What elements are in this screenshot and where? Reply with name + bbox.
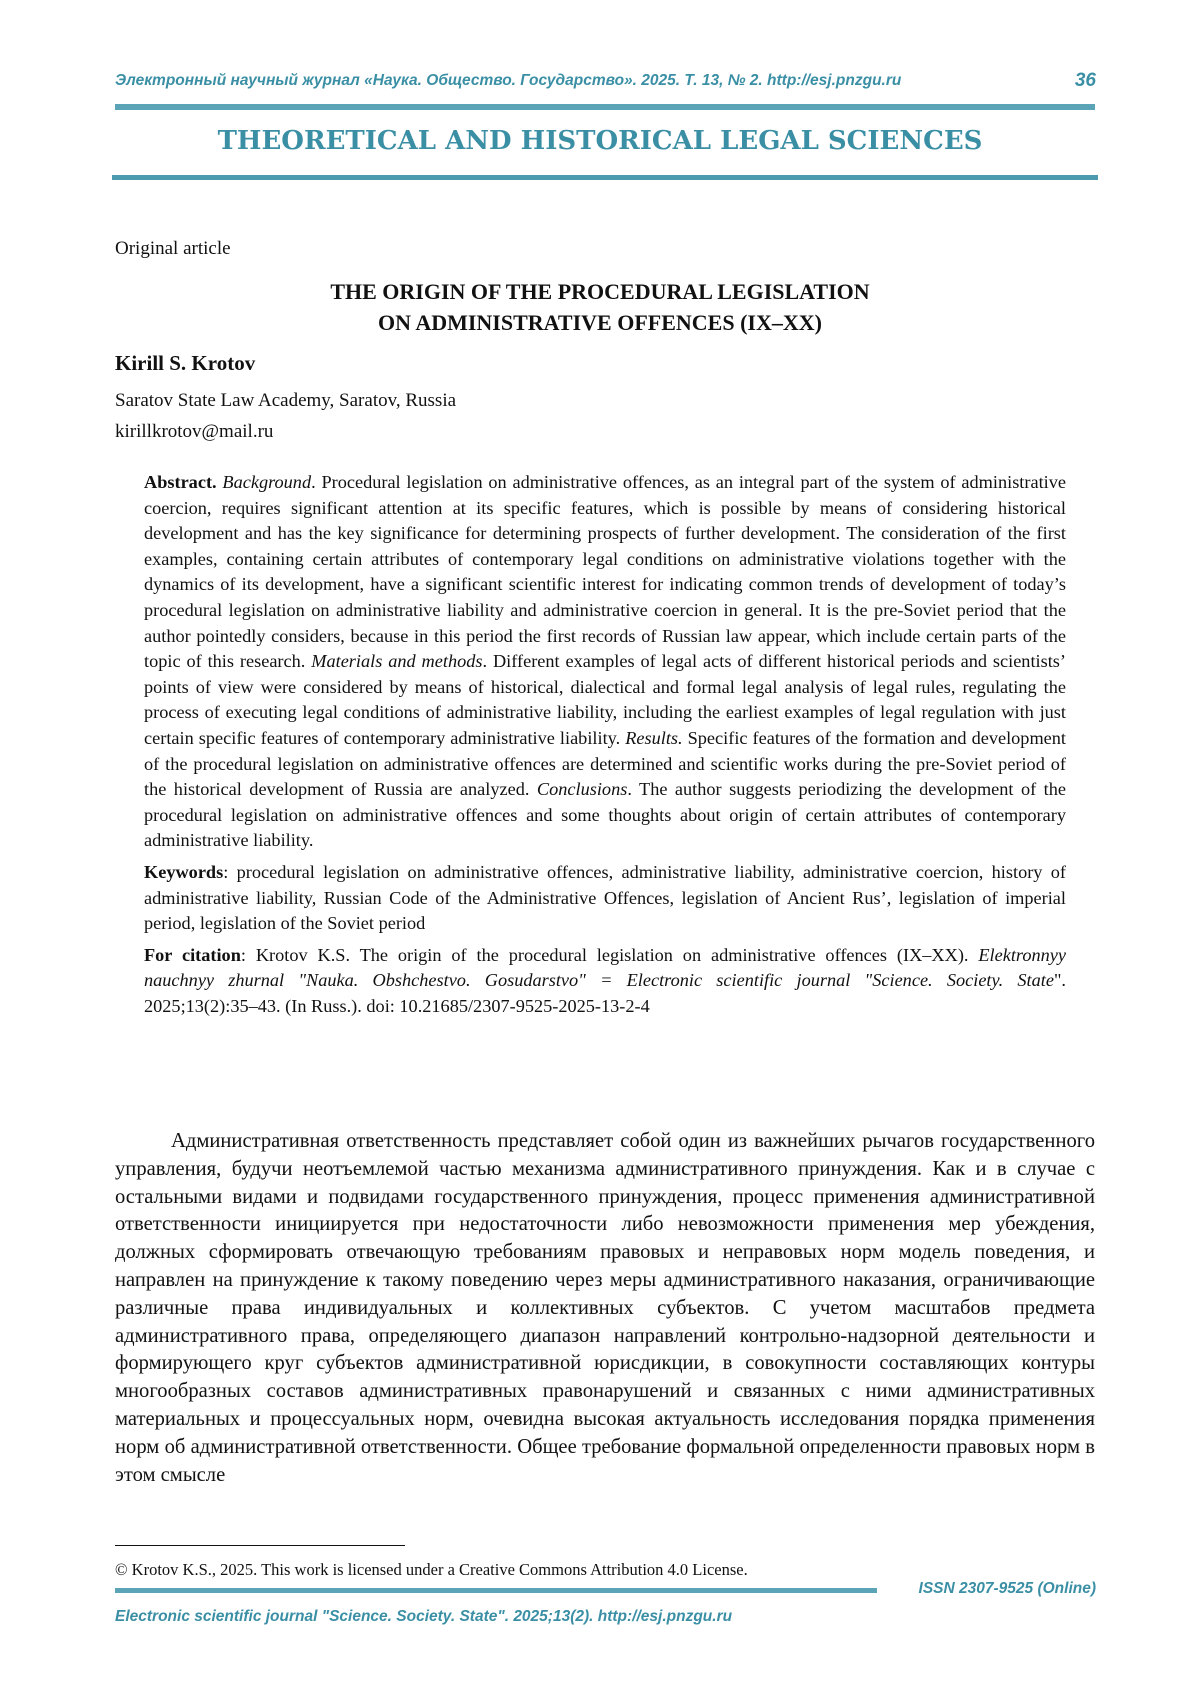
citation xyxy=(144,943,1066,1020)
article-type: Original article xyxy=(115,238,231,259)
section-title: THEORETICAL AND HISTORICAL LEGAL SCIENCES xyxy=(217,126,983,156)
abstract-block xyxy=(144,470,1066,1025)
citation-journal: Elektronnyy nauchnyy zhurnal "Nauka. Obshchestvo. Gosudarstvo" = Electronic scientific journal "Science. Society. State xyxy=(144,944,1066,991)
page-number: 36 xyxy=(1074,70,1096,91)
footnote-rule xyxy=(115,1545,405,1546)
license-footnote: © Krotov K.S., 2025. This work is licensed under a Creative Commons Attribution 4.0 License. xyxy=(115,1560,748,1579)
section-rule xyxy=(112,175,1098,180)
article-title xyxy=(0,276,1200,338)
article-title-line-2: ON ADMINISTRATIVE OFFENCES (IX–XX) xyxy=(378,310,822,335)
author-email: kirillkrotov@mail.ru xyxy=(115,421,274,442)
header-rule xyxy=(115,104,1095,110)
methods-text: . Different examples of legal acts of different historical periods and scientists’ points of view were considered by means of historical, dialectical and formal legal analysis of legal rules, regulating the process of executing legal conditions of administrative liability, including the earliest examples of legal regulation with just certain specific features of contemporary administrative liability. xyxy=(144,651,1067,748)
keywords xyxy=(144,860,1066,937)
author-affiliation: Saratov State Law Academy, Saratov, Russia xyxy=(115,390,457,411)
conclusions-text: . The author suggests periodizing the development of the procedural legislation on administrative offences and some thoughts about origin of certain attributes of contemporary administrative liability. xyxy=(144,779,1066,851)
background-text: . Procedural legislation on administrative offences, as an integral part of the system of administrative coercion, requires significant attention at its specific features, which is possible by means of considering historical development and has the key significance for determining prospects of further development. The consideration of the first examples, containing certain attributes of contemporary legal conditions on administrative violations together with the dynamics of its development, have a significant scientific interest for indicating common trends of development of today’s procedural legislation on administrative liability and administrative coercion in general. It is the pre-Soviet period that the author pointedly considers, because in this period the first records of Russian law appear, which include certain parts of the topic of this research. xyxy=(144,472,1066,672)
abstract xyxy=(144,470,1066,854)
keywords-label: Keywords xyxy=(144,861,224,882)
results-text: Specific features of the formation and development of the procedural legislation on administrative offences are determined and scientific works during the pre-Soviet period of the historical development of Russia are analyzed. xyxy=(144,727,1066,800)
issn: ISSN 2307-9525 (Online) xyxy=(918,1580,1096,1597)
footer-rule xyxy=(115,1588,877,1593)
results-label: Results. xyxy=(625,727,683,748)
citation-label: For citation xyxy=(144,944,241,965)
body-paragraph: Административная ответственность представляет собой один из важнейших рычагов государственного управления, будучи неотъемлемой частью механизма административного принуждения. Как и в случае с остальными видами и подвидами государственного принуждения, процесс применения административной ответственности инициируется при недостаточности либо невозможности применения мер убеждения, должных сформировать отвечающую требованиям правовых и неправовых норм модель поведения, и направлен на принуждение к такому поведению через меры административного наказания, ограничивающие различные права индивидуальных и коллективных субъектов. С учетом масштабов предмета административного права, определяющего диапазон направлений контрольно-надзорной деятельности и формирующего круг субъектов административной юрисдикции, в совокупности составляющих контуры многообразных составов административных правонарушений и связанных с ними административных материальных и процессуальных норм, очевидна высокая актуальность исследования порядка применения норм об административной ответственности. Общее требование формальной определенности правовых норм в этом смысле xyxy=(115,1130,1095,1486)
running-head: Электронный научный журнал «Наука. Общество. Государство». 2025. Т. 13, № 2. http://esj.pnzgu.ru xyxy=(115,72,902,89)
article-title-line-1: THE ORIGIN OF THE PROCEDURAL LEGISLATION xyxy=(330,279,870,304)
keywords-text: : procedural legislation on administrative offences, administrative liability, administrative coercion, history of administrative liability, Russian Code of the Administrative Offences, legislation of Ancient Rus’, legislation of imperial period, legislation of the Soviet period xyxy=(144,861,1066,934)
citation-tail: ". 2025;13(2):35–43. (In Russ.). doi: 10.21685/2307-9525-2025-13-2-4 xyxy=(144,970,1066,1016)
conclusions-label: Conclusions xyxy=(536,779,628,800)
methods-label: Materials and methods xyxy=(311,651,483,672)
running-foot: Electronic scientific journal "Science. Society. State". 2025;13(2). http://esj.pnzgu.ru xyxy=(115,1608,733,1625)
author-name: Kirill S. Krotov xyxy=(115,351,256,375)
background-label: Background xyxy=(222,472,312,492)
citation-text: : Krotov K.S. The origin of the procedural legislation on administrative offences (IX–XX). xyxy=(240,944,979,965)
abstract-label: Abstract. xyxy=(144,472,217,492)
